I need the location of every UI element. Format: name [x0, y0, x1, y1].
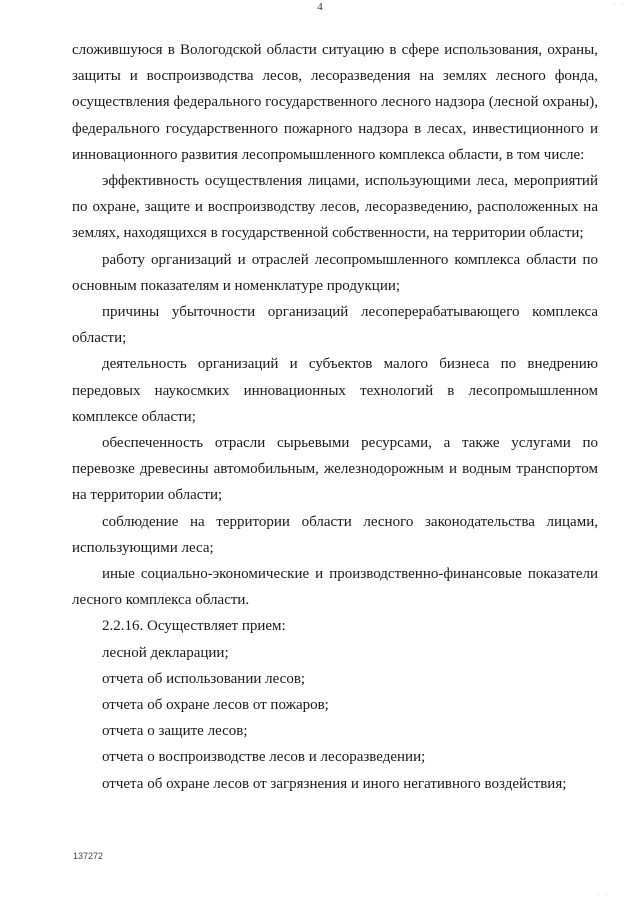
- paragraph: отчета об использовании лесов;: [102, 670, 306, 687]
- paragraph: сложившуюся в Вологодской области ситуацию в сфере использования, охраны, защиты и воспроизводства лесов, лесоразведения на землях лесного фонда, осуществления федерального государственного лесного надзора (лесной охраны), федерального государственного пожарного надзора в лесах, инвестиционного и инновационного развития лесопромышленного комплекса области, в том числе:: [72, 42, 598, 163]
- scan-mark-top: · ·: [612, 0, 626, 9]
- paragraph: отчета о защите лесов;: [102, 723, 248, 740]
- paragraph: отчета об охране лесов от загрязнения и иного негативного воздействия;: [102, 775, 567, 792]
- document-body: [72, 37, 598, 797]
- paragraph: иные социально-экономические и производственно-финансовые показатели лесного комплекса области.: [72, 566, 598, 609]
- paragraph: причины убыточности организаций лесоперерабатывающего комплекса области;: [72, 304, 598, 347]
- scan-mark-bottom: · ·: [596, 890, 610, 899]
- paragraph: работу организаций и отраслей лесопромышленного комплекса области по основным показателям и номенклатуре продукции;: [72, 251, 598, 294]
- paragraph: отчета о воспроизводстве лесов и лесоразведении;: [102, 749, 426, 766]
- paragraph: 2.2.16. Осуществляет прием:: [102, 618, 286, 635]
- paragraph: соблюдение на территории области лесного законодательства лицами, использующими леса;: [72, 513, 598, 556]
- document-id: 137272: [73, 851, 104, 861]
- paragraph: лесной декларации;: [102, 644, 229, 661]
- page-number: 4: [317, 1, 323, 13]
- paragraph: деятельность организаций и субъектов малого бизнеса по внедрению передовых наукосмких инновационных технологий в лесопромышленном комплексе области;: [72, 356, 598, 425]
- paragraph: отчета об охране лесов от пожаров;: [102, 697, 329, 714]
- paragraph: эффективность осуществления лицами, использующими леса, мероприятий по охране, защите и воспроизводству лесов, лесоразведению, расположенных на землях, находящихся в государственной собственности, на территории области;: [72, 173, 598, 242]
- paragraph: обеспеченность отрасли сырьевыми ресурсами, а также услугами по перевозке древесины автомобильным, железнодорожным и водным транспортом на территории области;: [72, 435, 598, 504]
